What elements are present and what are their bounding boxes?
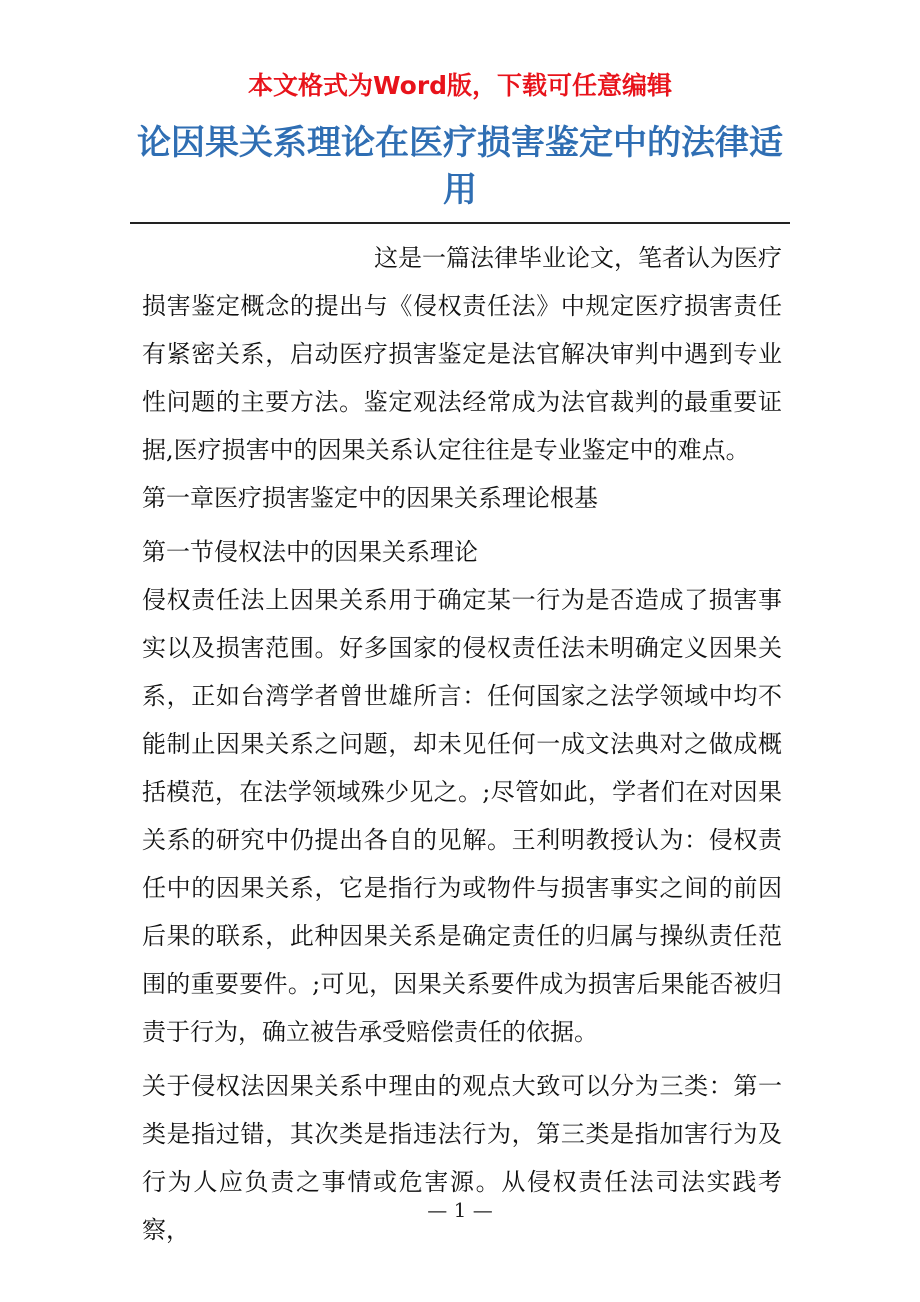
chapter-heading: 第一章医疗损害鉴定中的因果关系理论根基 — [142, 484, 598, 512]
page-number: — 1 — — [427, 1198, 493, 1222]
abstract-paragraph: 这是一篇法律毕业论文，笔者认为医疗损害鉴定概念的提出与《侵权责任法》中规定医疗损害责任有紧密关系，启动医疗损害鉴定是法官解决审判中遇到专业性问题的主要方法。鉴定观法经常成为法官裁判的最重要证据,医疗损害中的因果关系认定往往是专业鉴定中的难点。 — [142, 244, 782, 464]
format-notice-banner: 本文格式为Word版，下载可任意编辑 — [247, 71, 673, 100]
title-divider — [130, 222, 790, 224]
section-heading: 第一节侵权法中的因果关系理论 — [142, 538, 478, 566]
body-paragraph: 关于侵权法因果关系中理由的观点大致可以分为三类：第一类是指过错，其次类是指违法行为，第三类是指加害行为及行为人应负责之事情或危害源。从侵权责任法司法实践考察， — [142, 1072, 782, 1244]
body-paragraph: 侵权责任法上因果关系用于确定某一行为是否造成了损害事实以及损害范围。好多国家的侵权责任法未明确定义因果关系，正如台湾学者曾世雄所言：任何国家之法学领域中均不能制止因果关系之问题，却未见任何一成文法典对之做成概括模范，在法学领域殊少见之。;尽管如此，学者们在对因果关系的研究中仍提出各自的见解。王利明教授认为：侵权责任中的因果关系，它是指行为或物件与损害事实之间的前因后果的联系，此种因果关系是确定责任的归属与操纵责任范围的重要要件。;可见，因果关系要件成为损害后果能否被归责于行为，确立被告承受赔偿责任的依据。 — [142, 586, 782, 1046]
document-title: 论因果关系理论在医疗损害鉴定中的法律适用 — [137, 123, 783, 210]
document-body — [142, 234, 782, 1254]
